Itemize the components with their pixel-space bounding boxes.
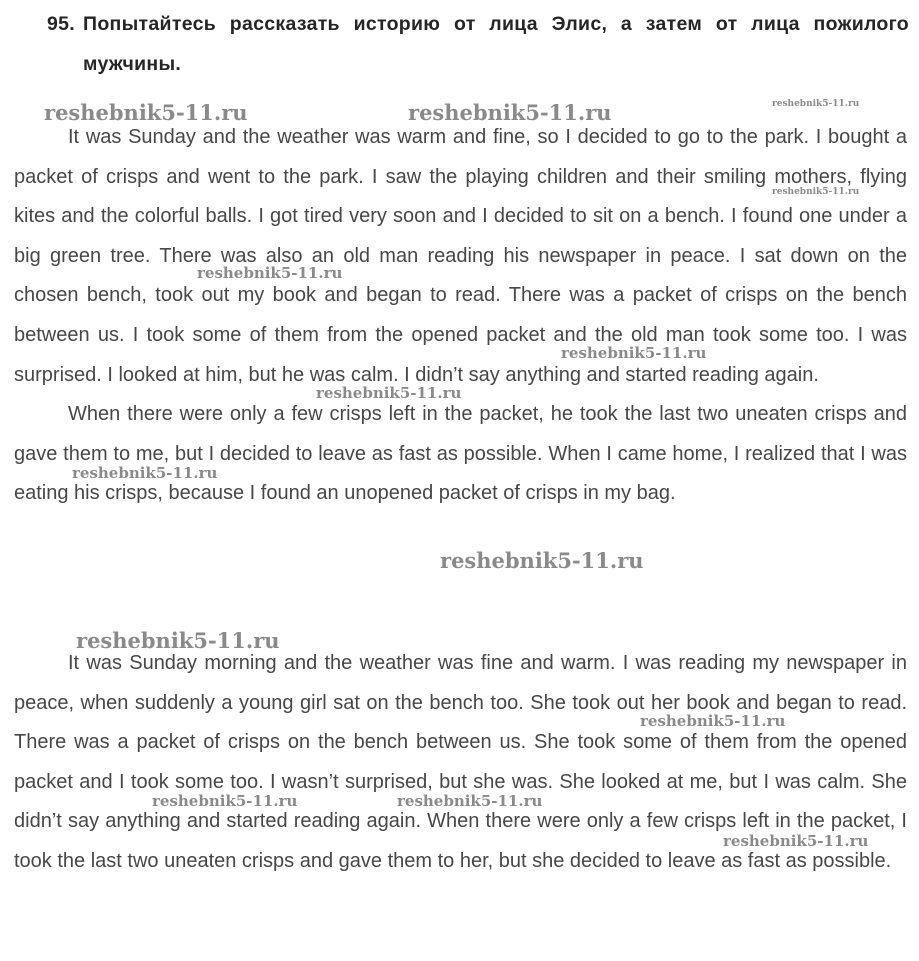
watermark: reshebnik5-11.ru bbox=[640, 712, 786, 730]
watermark: reshebnik5-11.ru bbox=[76, 628, 280, 653]
story-alice-paragraph-1: It was Sunday and the weather was warm and fine, so I decided to go to the park. I bought a packet of crisps and went to the park. I saw the playing children and their smiling mothers, flying kites and the colorful balls. I got tired very soon and I decided to sit on a bench. I found one under a big green tree. There was also an old man reading his newspaper in peace. I sat down on the chosen bench, took out my book and began to read. There was a packet of crisps on the bench between us. I took some of them from the opened packet and the old man took some too. I was surprised. I looked at him, but he was calm. I didn’t say anything and started reading again. bbox=[14, 126, 907, 386]
watermark: reshebnik5-11.ru bbox=[772, 99, 860, 109]
watermark: reshebnik5-11.ru bbox=[723, 832, 869, 850]
watermark: reshebnik5-11.ru bbox=[440, 548, 644, 573]
task-heading bbox=[47, 4, 909, 84]
watermark: reshebnik5-11.ru bbox=[197, 264, 343, 282]
task-instruction: Попытайтесь рассказать историю от лица Элис, а затем от лица пожилого мужчины. bbox=[83, 13, 909, 75]
watermark: reshebnik5-11.ru bbox=[44, 100, 248, 125]
watermark: reshebnik5-11.ru bbox=[152, 792, 298, 810]
task-number: 95. bbox=[47, 13, 76, 35]
watermark: reshebnik5-11.ru bbox=[408, 100, 612, 125]
story-man-paragraph-1: It was Sunday morning and the weather was fine and warm. I was reading my newspaper in peace, when suddenly a young girl sat on the bench too. She took out her book and began to read. There was a packet of crisps on the bench between us. She took some of them from the opened packet and I took some too. I wasn’t surprised, but she was. She looked at me, but I was calm. She didn’t say anything and started reading again. When there were only a few crisps left in the packet, I took the last two uneaten crisps and gave them to her, but she decided to leave as fast as possible. bbox=[14, 652, 907, 872]
watermark: reshebnik5-11.ru bbox=[397, 792, 543, 810]
watermark: reshebnik5-11.ru bbox=[561, 344, 707, 362]
story-alice bbox=[14, 118, 907, 514]
watermark: reshebnik5-11.ru bbox=[316, 384, 462, 402]
story-alice-paragraph-2: When there were only a few crisps left in the packet, he took the last two uneaten crisps and gave them to me, but I decided to leave as fast as possible. When I came home, I realized that I was eating his crisps, because I found an unopened packet of crisps in my bag. bbox=[14, 403, 907, 505]
watermark: reshebnik5-11.ru bbox=[72, 464, 218, 482]
watermark: reshebnik5-11.ru bbox=[772, 187, 860, 197]
